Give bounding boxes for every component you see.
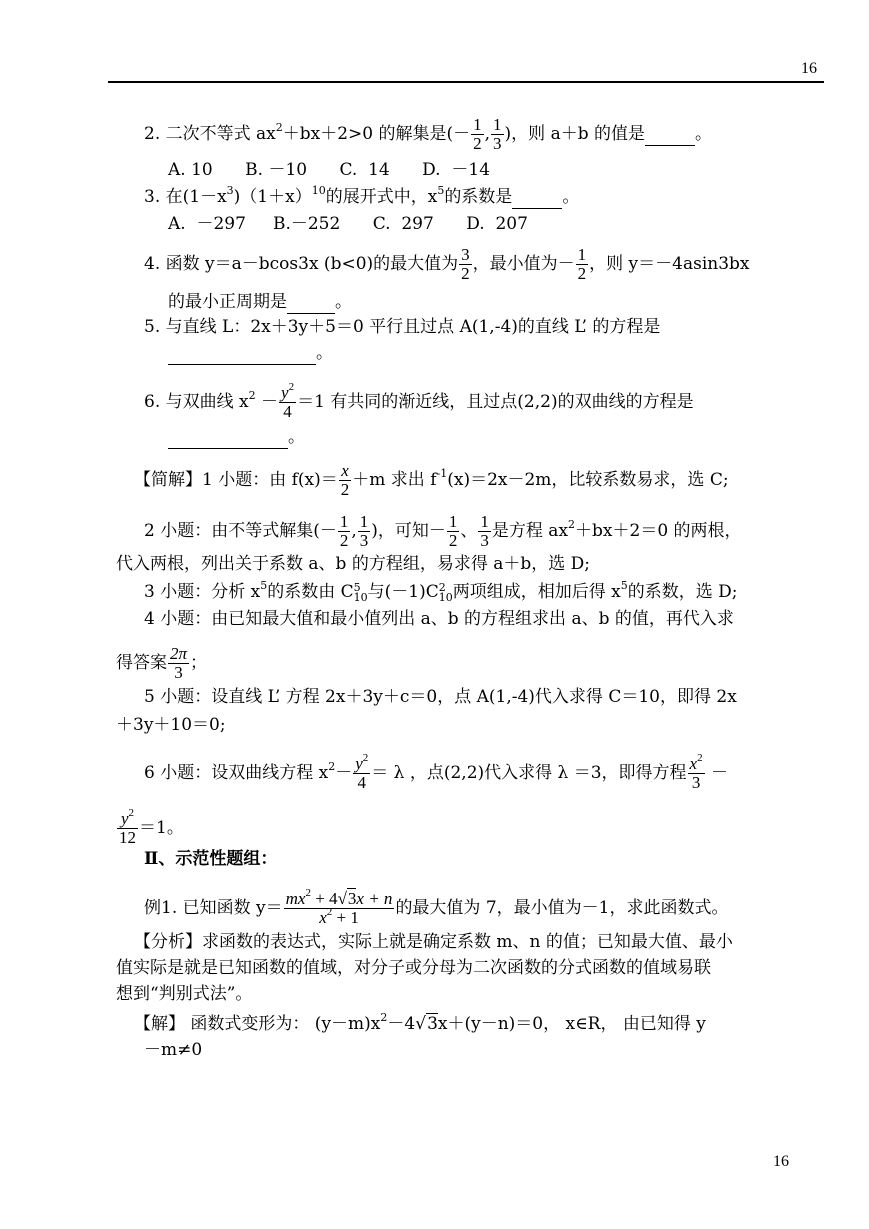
q3-text: 3. 在(1－x [144, 187, 227, 207]
denominator: 4 [279, 402, 296, 421]
solution-6 [144, 752, 728, 792]
denominator: 3 [688, 773, 705, 792]
solution-6-line2 [116, 807, 184, 847]
q3-text: 的系数是 [444, 187, 513, 207]
example-1 [144, 887, 729, 927]
sol-text: 的系数，选 D; [627, 582, 738, 602]
section-title: Ⅱ、示范性题组： [144, 849, 278, 869]
q3-exp: 5 [437, 184, 445, 197]
fraction [447, 513, 460, 550]
combination-index [438, 580, 453, 604]
solution-5-line2: ＋3y＋10＝0; [116, 715, 226, 735]
solution-4-line2 [116, 645, 207, 682]
analysis-line3: 想到“判别式法”。 [116, 984, 253, 1004]
analysis-line2: 值实际是就是已知函数的值域，对分子或分母为二次函数的分式函数的值域易联 [116, 958, 711, 978]
denominator: 4 [353, 773, 370, 792]
q6-text: 。 [288, 427, 305, 447]
sol-text: ＋m 求出 f [352, 470, 437, 490]
ex-exp: 2 [326, 906, 333, 918]
q2-text: ＋bx＋2>0 的解集是(－ [282, 124, 471, 144]
denominator: 3 [359, 531, 369, 550]
sol-text: 得答案 [116, 653, 167, 673]
q3-text: 的展开式中，x [325, 187, 438, 207]
denominator: + 1 [332, 908, 359, 927]
numerator: + 4 [310, 889, 338, 908]
sol-text: ＝ λ ，点(2,2)代入求得 λ ＝3，即得方程 [371, 763, 687, 783]
sol-text: , [351, 521, 357, 541]
q2-options: A. 10 B. －10 C. 14 D. －14 [168, 160, 491, 180]
q2-text: 。 [695, 124, 713, 144]
q2-text: 2. 二次不等式 ax [144, 124, 276, 144]
sol-text: 与(－1)C [367, 582, 439, 602]
numerator: x [689, 754, 698, 773]
denominator: x [319, 908, 327, 927]
fraction [338, 513, 351, 550]
fraction [279, 381, 296, 421]
comb-sub: 10 [438, 590, 453, 604]
fraction [459, 246, 472, 283]
fraction [168, 645, 189, 682]
sol-text: ＋bx＋2＝0 的两根， [575, 521, 742, 541]
fraction [491, 116, 504, 153]
solution-line1: 【解】 函数式变形为： $(y-m)x^2-4√3x+(y-n)=0$， x∈R， 由已知得 y [134, 1011, 706, 1034]
fraction [117, 807, 138, 847]
sol-text: 【简解】1 小题：由 f(x)＝ [134, 470, 338, 490]
denominator: 2 [473, 134, 482, 153]
denominator: 2 [577, 264, 587, 283]
question-5: 5. 与直线 L：2x＋3y＋5＝0 平行且过点 A(1,-4)的直线 L’ 的方程是 [144, 317, 661, 337]
denominator: 3 [493, 134, 502, 153]
numerator: mx [285, 889, 306, 908]
solution-4: 4 小题：由已知最大值和最小值列出 a、b 的方程组求出 a、b 的值，再代入求 [144, 609, 734, 629]
answer-blank [287, 291, 335, 314]
sol-text: 、 [460, 521, 478, 541]
header-page-number: 16 [801, 60, 817, 77]
fraction [576, 246, 589, 283]
sol-exp: 2 [128, 807, 135, 819]
fraction [358, 513, 371, 550]
numerator: x + n [356, 889, 393, 908]
q3-text: 。 [562, 187, 580, 207]
solution-3 [144, 581, 738, 603]
question-3 [144, 186, 579, 209]
ex-text: 的最大值为 7，最小值为－1，求此函数式。 [395, 898, 729, 918]
ex-exp: 2 [305, 887, 311, 899]
fraction [688, 752, 705, 792]
sol-text: － [705, 763, 728, 783]
numerator: 1 [339, 512, 349, 531]
numerator: x [341, 461, 349, 480]
answer-blank [512, 186, 562, 209]
q2-exp: 2 [275, 121, 283, 134]
comb-sup: 2 [438, 580, 446, 594]
denominator: 2 [448, 531, 458, 550]
q5-line2 [168, 342, 333, 365]
q6-text: 6. 与双曲线 x [144, 392, 249, 412]
fraction [471, 116, 484, 153]
q4-text: 4. 函数 y＝a－bcos3x (b<0)的最大值为 [144, 254, 459, 274]
q2-text: )，则 a＋b 的值是 [504, 124, 646, 144]
sol-text: ； [190, 653, 208, 673]
sol-text: )，可知－ [371, 521, 446, 541]
q4-text: 。 [335, 292, 352, 312]
sol-text: 6 小题：设双曲线方程 x [144, 763, 329, 783]
solution-2-line2: 代入两根，列出关于系数 a、b 的方程组，易求得 a＋b，选 D; [116, 554, 591, 574]
analysis-line1: 【分析】求函数的表达式，实际上就是确定系数 m、n 的值；已知最大值、最小 [134, 932, 733, 952]
comb-sup: 5 [353, 580, 361, 594]
sol-exp: -1 [436, 467, 448, 480]
numerator: 1 [448, 512, 458, 531]
fraction: $\frac{mx^2 + 4√3x + n}{x^2 + 1}$ [285, 887, 393, 927]
numerator: 1 [480, 512, 489, 531]
q4-text: ，则 y＝－4asin3bx [589, 254, 750, 274]
answer-blank [168, 342, 316, 365]
ex-text: 例1. 已知函数 y＝ [144, 898, 283, 918]
sol-exp: 2 [328, 760, 336, 773]
numerator: 1 [473, 115, 482, 134]
numerator: y [355, 754, 363, 773]
denominator: 2 [461, 264, 470, 283]
fraction [353, 752, 370, 792]
question-6 [144, 381, 694, 421]
solution-1 [134, 462, 729, 499]
combination-index [353, 580, 368, 604]
q2-text: , [484, 124, 491, 144]
sol-exp: 2 [362, 752, 369, 764]
q3-exp: 10 [311, 184, 326, 197]
denominator: 3 [168, 663, 189, 682]
q6-text: ＝1 有共同的渐近线，且过点(2,2)的双曲线的方程是 [297, 392, 694, 412]
sqrt-radicand: 3 [427, 1014, 438, 1034]
fraction [339, 462, 352, 499]
numerator: 2π [170, 644, 188, 663]
numerator: 3 [461, 245, 470, 264]
ex-exp: 2 [380, 1011, 388, 1024]
footer-page-number: 16 [773, 1153, 789, 1170]
fraction [478, 513, 491, 550]
sol-text: 2 小题：由不等式解集(－ [144, 521, 337, 541]
q3-exp: 3 [226, 184, 234, 197]
q5-text: 。 [316, 343, 333, 363]
denominator: 2 [339, 531, 349, 550]
sol-exp: 5 [260, 579, 268, 592]
ex-text: －4 [387, 1014, 416, 1034]
answer-blank [168, 426, 288, 449]
q4-line2 [168, 291, 352, 314]
sol-text: ＝1。 [139, 818, 184, 838]
q6-text: － [255, 392, 279, 412]
sol-text: 的系数由 C [267, 582, 354, 602]
denominator: 3 [480, 531, 489, 550]
q4-text: 的最小正周期是 [168, 292, 287, 312]
q3-options: A. －297 B.－252 C. 297 D. 207 [168, 214, 528, 234]
denominator: 12 [119, 828, 136, 847]
comb-sub: 10 [353, 590, 368, 604]
answer-blank [645, 123, 695, 146]
q6-line2 [168, 426, 305, 449]
numerator: 1 [493, 115, 502, 134]
q6-exp: 2 [288, 381, 295, 393]
sol-exp: 2 [568, 518, 576, 531]
numerator: 1 [359, 512, 369, 531]
question-4 [144, 246, 750, 283]
numerator: 1 [577, 245, 587, 264]
solution-line2: －m≠0 [144, 1040, 203, 1060]
sol-text: － [335, 763, 353, 783]
numerator: y [120, 809, 129, 828]
numerator: y [281, 383, 289, 402]
header-rule [108, 81, 824, 83]
sol-exp: 2 [697, 752, 703, 764]
sol-text: (x)＝2x－2m，比较系数易求，选 C; [447, 470, 729, 490]
denominator: 2 [340, 480, 350, 499]
q4-text: ，最小值为－ [472, 254, 575, 274]
ex-text: 【解】 函数式变形为： (y－m)x [134, 1014, 381, 1034]
sol-exp: 5 [620, 579, 628, 592]
sol-text: 两项组成，相加后得 x [452, 582, 621, 602]
solution-5: 5 小题：设直线 L’ 方程 2x＋3y＋c＝0，点 A(1,-4)代入求得 C＝10，即得 2x [144, 687, 737, 707]
sqrt-radicand: 3 [347, 889, 357, 908]
question-2 [144, 116, 712, 153]
q6-exp: 2 [248, 389, 256, 402]
q3-text: )（1＋x） [233, 187, 312, 207]
sol-text: 是方程 ax [491, 521, 569, 541]
ex-text: x＋(y－n)＝0， x∈R， 由已知得 y [437, 1014, 706, 1034]
solution-2 [144, 513, 742, 550]
sol-text: 3 小题：分析 x [144, 582, 261, 602]
